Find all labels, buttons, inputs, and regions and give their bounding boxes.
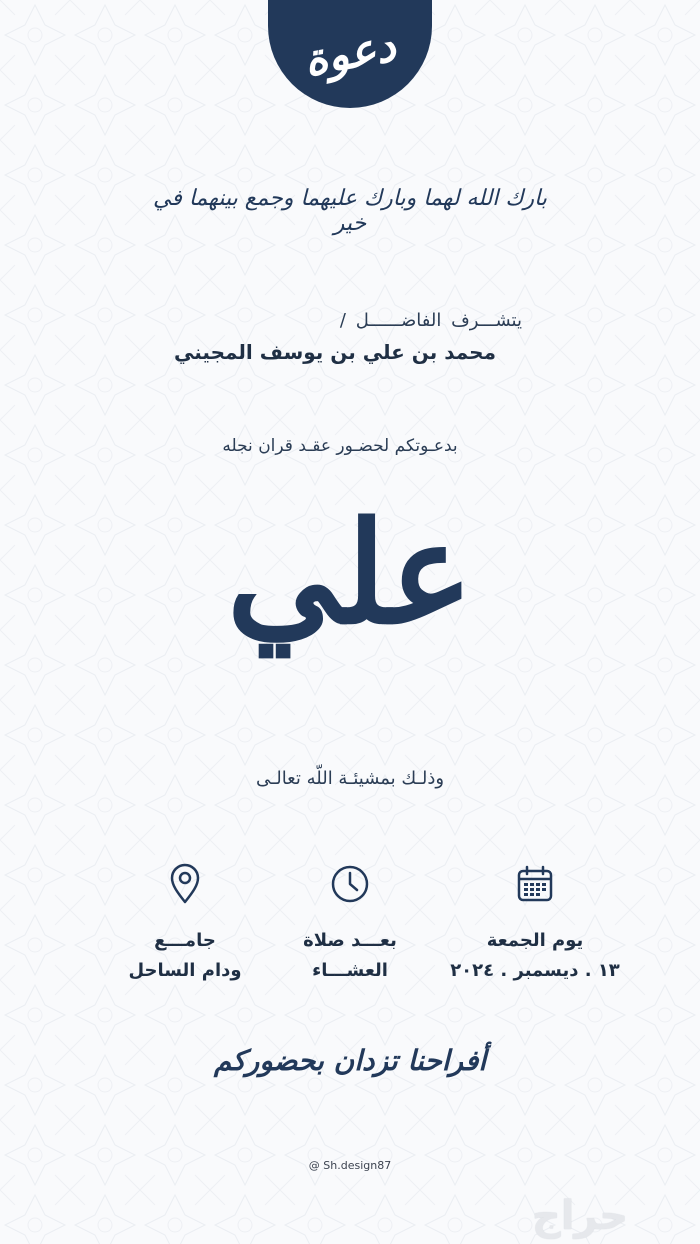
blessing-calligraphy: بارك الله لهما وبارك عليهما وجمع بينهما في خير	[153, 186, 547, 236]
groom-name-calligraphy: علي	[226, 492, 474, 656]
calendar-icon	[435, 862, 635, 906]
date-day: يوم الجمعة	[486, 930, 584, 951]
host-name: محمد بن علي بن يوسف المجيني	[174, 340, 496, 364]
time-line2: العشـــاء	[312, 960, 388, 981]
location-pin-icon	[85, 862, 285, 906]
honor-slash: /	[339, 310, 346, 331]
will-line: وذلـك بمشيئـة اللّه تعالـى	[255, 768, 445, 789]
date-info	[435, 862, 635, 986]
closing-calligraphy: أفراحنا تزدان بحضوركم	[213, 1044, 487, 1077]
place-info	[85, 862, 285, 986]
badge-title: دعوة	[300, 20, 400, 87]
invite-line: بدعـوتكم لحضـور عقـد قران نجله	[222, 436, 458, 456]
watermark-logo: حراج	[531, 1193, 629, 1239]
time-line1: بعـــد صلاة	[303, 930, 397, 951]
date-value: ١٣ . ديسمبر . ٢٠٢٤	[450, 960, 620, 981]
honor-line	[340, 310, 522, 331]
honor-label: يتشـــرف الفاضــــــل	[355, 310, 522, 331]
header-badge	[268, 0, 432, 108]
place-line1: جامـــع	[154, 930, 216, 951]
place-line2: ودام الساحل	[128, 960, 242, 981]
designer-credit: @ Sh.design87	[308, 1159, 392, 1172]
